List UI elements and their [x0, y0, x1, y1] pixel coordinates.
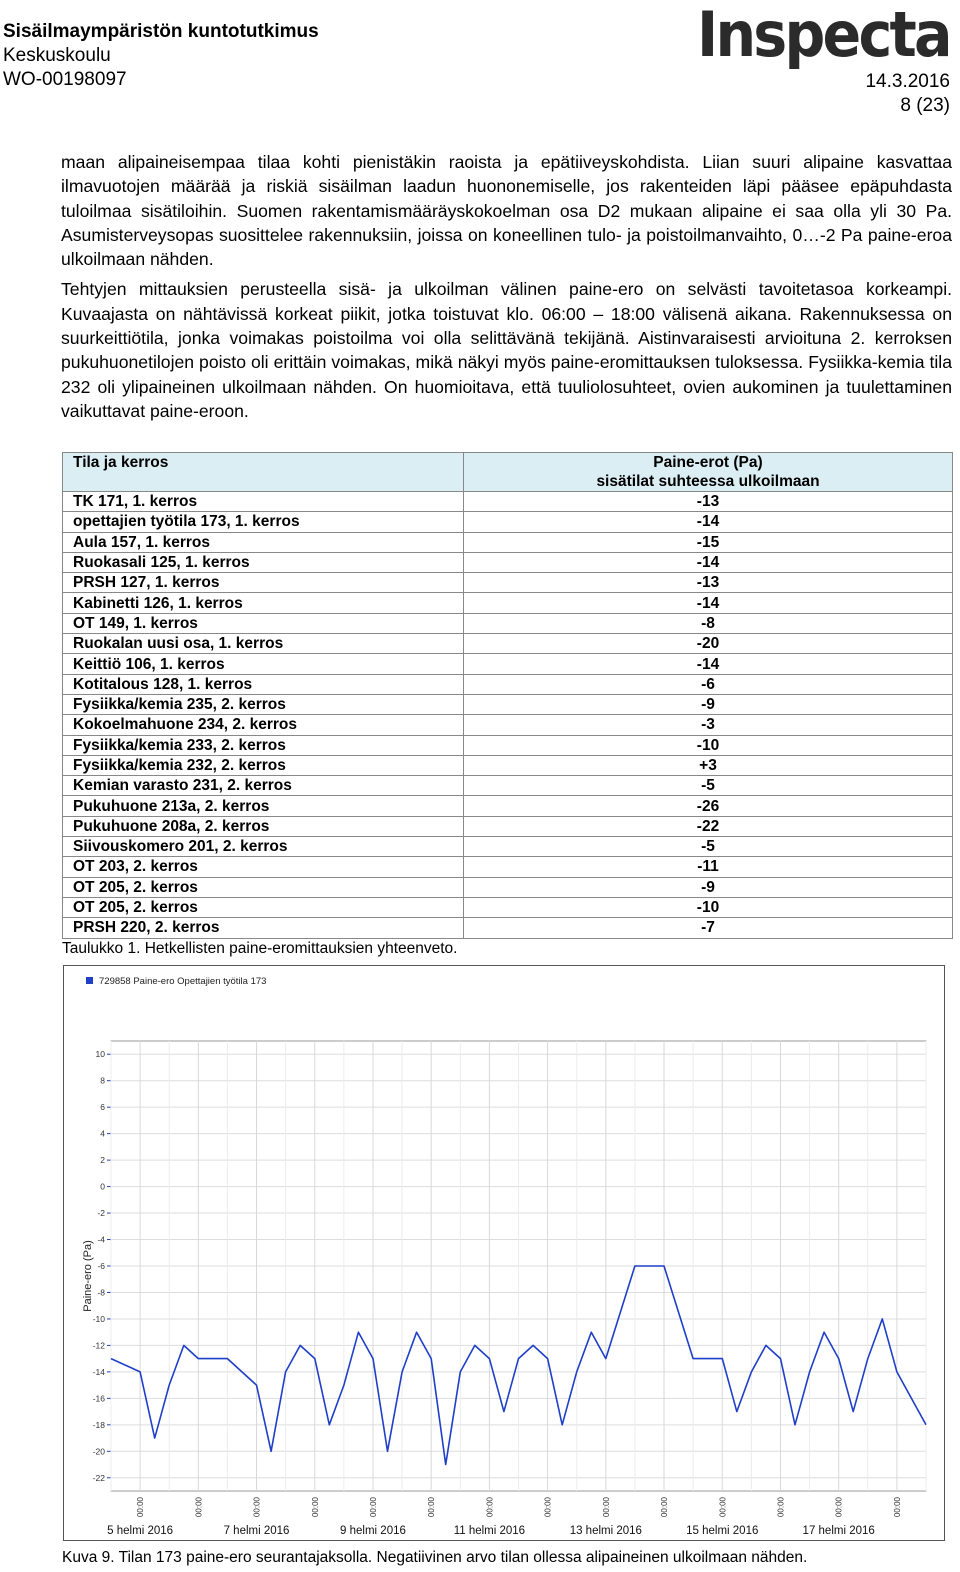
pressure-cell: -13 [464, 492, 953, 512]
table-row [63, 634, 953, 654]
pressure-cell: -3 [464, 715, 953, 735]
pressure-cell: -10 [464, 897, 953, 917]
x-date-label: 17 helmi 2016 [802, 1525, 875, 1537]
table-row [63, 532, 953, 552]
room-cell: Kotitalous 128, 1. kerros [63, 674, 464, 694]
paragraph-2: Tehtyjen mittauksien perusteella sisä- ja ulkoilman välinen paine-ero on selvästi tavoitetasoa korkeampi. Kuvaajasta on nähtävissä korkeat piikit, jotka toistuvat klo. 06:00 – 18:00 välisenä aikana. Rakennuksessa on suurkeittiötila, jonka voimakas poistoilma voi olla selittävänä tekijänä. Aistinvaraisesti arvioituna 2. kerroksen pukuhuonetilojen poisto oli erittäin voimakas, mikä näkyi myös paine-eromittauksen tuloksessa. Fysiikka-kemia tila 232 oli ylipaineinen ulkoilmaan nähden. On huomioitava, että tuuliolosuhteet, ovien aukominen ja tuulettaminen vaikuttavat paine-eroon. [61, 279, 952, 421]
y-tick-label: -14 [92, 1366, 105, 1377]
table-row [63, 918, 953, 938]
room-cell: Fysiikka/kemia 232, 2. kerros [63, 755, 464, 775]
room-cell: Kokoelmahuone 234, 2. kerros [63, 715, 464, 735]
table-row [63, 755, 953, 775]
y-tick-label: -18 [92, 1419, 105, 1430]
table-row [63, 694, 953, 714]
table-row [63, 573, 953, 593]
y-tick-label: -2 [97, 1208, 105, 1219]
room-cell: OT 205, 2. kerros [63, 877, 464, 897]
x-date-label: 7 helmi 2016 [223, 1525, 290, 1537]
table-row [63, 796, 953, 816]
x-tick-label: 00:00 [194, 1497, 204, 1518]
pressure-cell: -7 [464, 918, 953, 938]
page-number: 8 (23) [900, 95, 950, 116]
x-date-label: 9 helmi 2016 [340, 1525, 406, 1537]
table-row [63, 735, 953, 755]
pressure-table [62, 452, 953, 939]
y-tick-label: 10 [95, 1049, 105, 1060]
pressure-cell: -14 [464, 552, 953, 572]
table-body [63, 492, 953, 939]
table-row [63, 512, 953, 532]
room-cell: Aula 157, 1. kerros [63, 532, 464, 552]
room-cell: Pukuhuone 208a, 2. kerros [63, 816, 464, 836]
table-row [63, 492, 953, 512]
table-row [63, 552, 953, 572]
y-tick-label: -22 [92, 1472, 105, 1483]
pressure-cell: -9 [464, 694, 953, 714]
table-header-pressure [464, 453, 953, 492]
x-tick-label: 00:00 [776, 1497, 786, 1518]
room-cell: TK 171, 1. kerros [63, 492, 464, 512]
document-id: WO-00198097 [3, 69, 127, 90]
x-tick-label: 00:00 [427, 1497, 437, 1518]
y-tick-label: 6 [100, 1102, 105, 1113]
pressure-cell: -14 [464, 654, 953, 674]
y-tick-label: -10 [92, 1313, 105, 1324]
pressure-cell: -5 [464, 776, 953, 796]
table-row [63, 674, 953, 694]
body-text [61, 150, 952, 429]
x-date-label: 15 helmi 2016 [686, 1525, 759, 1537]
x-tick-label: 00:00 [368, 1497, 378, 1518]
x-tick-label: 00:00 [136, 1497, 146, 1518]
pressure-cell: -9 [464, 877, 953, 897]
y-axis-label: Paine-ero (Pa) [82, 1240, 94, 1312]
y-tick-label: 2 [100, 1155, 105, 1166]
x-date-label: 11 helmi 2016 [453, 1525, 526, 1537]
y-tick-label: 0 [100, 1181, 105, 1192]
document-title: Sisäilmaympäristön kuntotutkimus [3, 21, 319, 42]
document-subtitle: Keskuskoulu [3, 45, 111, 66]
table-row [63, 776, 953, 796]
room-cell: OT 205, 2. kerros [63, 897, 464, 917]
x-date-label: 5 helmi 2016 [107, 1525, 174, 1537]
room-cell: Ruokalan uusi osa, 1. kerros [63, 634, 464, 654]
y-tick-label: 4 [100, 1128, 105, 1139]
room-cell: Kabinetti 126, 1. kerros [63, 593, 464, 613]
y-tick-label: -20 [92, 1446, 105, 1457]
pressure-cell: -15 [464, 532, 953, 552]
room-cell: PRSH 127, 1. kerros [63, 573, 464, 593]
pressure-chart-svg [64, 966, 944, 1540]
y-tick-label: -16 [92, 1393, 105, 1404]
room-cell: Ruokasali 125, 1. kerros [63, 552, 464, 572]
table-header-row [63, 453, 953, 492]
pressure-cell: -22 [464, 816, 953, 836]
legend-label: 729858 Paine-ero Opettajien työtila 173 [99, 976, 267, 987]
pressure-cell: -5 [464, 837, 953, 857]
figure-caption: Kuva 9. Tilan 173 paine-ero seurantajaksolla. Negatiivinen arvo tilan ollessa alipaineinen ulkoilmaan nähden. [62, 1549, 808, 1566]
pressure-cell: -11 [464, 857, 953, 877]
x-tick-label: 00:00 [252, 1497, 262, 1518]
room-cell: Fysiikka/kemia 233, 2. kerros [63, 735, 464, 755]
room-cell: Fysiikka/kemia 235, 2. kerros [63, 694, 464, 714]
document-header [3, 20, 319, 92]
pressure-cell: -14 [464, 512, 953, 532]
table-row [63, 816, 953, 836]
x-tick-label: 00:00 [601, 1497, 611, 1518]
x-tick-label: 00:00 [543, 1497, 553, 1518]
pressure-cell: -8 [464, 613, 953, 633]
legend-swatch [86, 977, 93, 984]
y-tick-label: -6 [97, 1261, 105, 1271]
inspecta-logo: Inspecta [697, 0, 950, 71]
x-tick-label: 00:00 [485, 1497, 495, 1518]
y-tick-label: -4 [97, 1234, 105, 1245]
room-cell: Pukuhuone 213a, 2. kerros [63, 796, 464, 816]
x-tick-label: 00:00 [310, 1497, 320, 1518]
table-caption: Taulukko 1. Hetkellisten paine-eromittauksien yhteenveto. [62, 940, 458, 957]
pressure-cell: -14 [464, 593, 953, 613]
y-tick-label: 8 [100, 1075, 105, 1086]
x-tick-label: 00:00 [718, 1497, 728, 1518]
room-cell: OT 149, 1. kerros [63, 613, 464, 633]
x-tick-label: 00:00 [660, 1497, 670, 1518]
table-header-pressure-line2: sisätilat suhteessa ulkoilmaan [596, 473, 820, 490]
room-cell: Kemian varasto 231, 2. kerros [63, 776, 464, 796]
pressure-cell: -10 [464, 735, 953, 755]
table-row [63, 593, 953, 613]
room-cell: OT 203, 2. kerros [63, 857, 464, 877]
pressure-cell: -20 [464, 634, 953, 654]
table-row [63, 897, 953, 917]
pressure-cell: -6 [464, 674, 953, 694]
pressure-cell: -13 [464, 573, 953, 593]
x-tick-label: 00:00 [834, 1497, 844, 1518]
document-date: 14.3.2016 [865, 71, 950, 92]
pressure-chart [63, 965, 945, 1541]
table-row [63, 857, 953, 877]
paragraph-1: maan alipaineisempaa tilaa kohti pienistäkin raoista ja epätiiveyskohdista. Liian suuri alipaine kasvattaa ilmavuotojen määrää ja riskiä sisäilman laadun huononemiselle, jos rakenteiden läpi pääsee epäpuhdasta tuloilmaa sisätiloihin. Suomen rakentamismääräyskokoelman osa D2 mukaan alipaine ei saa olla yli 30 Pa. Asumisterveysopas suosittelee rakennuksiin, joissa on koneellinen tulo- ja poistoilmanvaihto, 0…-2 Pa paine-eroa ulkoilmaan nähden. [61, 152, 952, 270]
pressure-cell: -26 [464, 796, 953, 816]
y-tick-label: -8 [97, 1287, 105, 1298]
y-tick-label: -12 [92, 1340, 105, 1351]
table-row [63, 715, 953, 735]
table-header-pressure-line1: Paine-erot (Pa) [653, 454, 763, 471]
pressure-cell: +3 [464, 755, 953, 775]
room-cell: opettajien työtila 173, 1. kerros [63, 512, 464, 532]
table-row [63, 613, 953, 633]
table-header-room: Tila ja kerros [63, 453, 464, 492]
x-tick-label: 00:00 [892, 1497, 902, 1518]
room-cell: PRSH 220, 2. kerros [63, 918, 464, 938]
room-cell: Keittiö 106, 1. kerros [63, 654, 464, 674]
room-cell: Siivouskomero 201, 2. kerros [63, 837, 464, 857]
table-row [63, 877, 953, 897]
table-row [63, 654, 953, 674]
table-row [63, 837, 953, 857]
x-date-label: 13 helmi 2016 [569, 1525, 642, 1537]
